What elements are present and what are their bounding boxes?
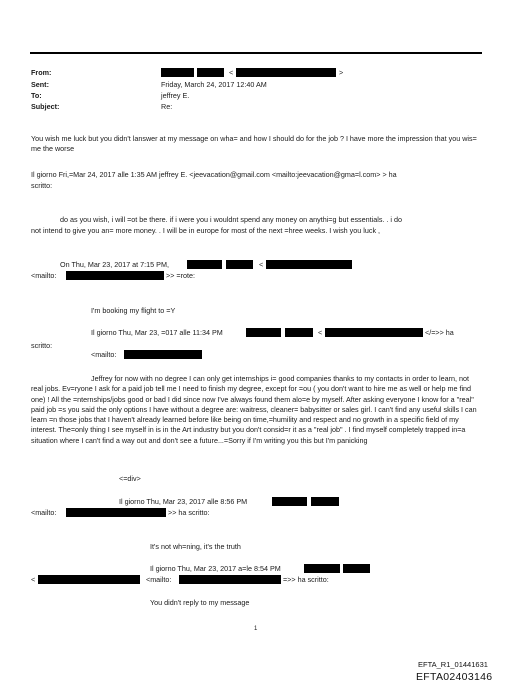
redaction-block bbox=[66, 271, 164, 280]
from-lt: < bbox=[229, 68, 234, 77]
bates-number-small: EFTA_R1_01441631 bbox=[418, 660, 488, 669]
bates-number-large: EFTA02403146 bbox=[416, 671, 493, 683]
div-tag: <=div> bbox=[119, 474, 141, 483]
quote-header: Il giorno Fri,=Mar 24, 2017 alle 1:35 AM jeffrey E. <jeevacation@gmail.com <mailto:jeevacation@gma=l.com> > ha bbox=[31, 170, 397, 179]
header-rule bbox=[30, 52, 482, 54]
subject-label: Subject: bbox=[31, 102, 60, 111]
from-gt: > bbox=[339, 68, 344, 77]
message-line: I'm booking my flight to =Y bbox=[91, 306, 176, 315]
message-line: It's not wh=ning, it's the truth bbox=[150, 542, 241, 551]
redaction-block bbox=[304, 564, 340, 573]
to-label: To: bbox=[31, 91, 42, 100]
message-paragraph: Jeffrey for now with no degree I can only get internships i= good companies thanks to my contacts in order to learn, not real jobs. Ev=ryone I ask for a paid job tell me I need to finish my degree, except for =ou ( you don't want to hire me as well or help me find one) ! All the =nternships/jobs good or bad I did since now I've always found them alo=e by myself. After asking everyone I know for a "real" paid job =s you said the only options I have without a degree are: waitress, cleaner= babysitter or sales girl. I can't find any useful skills I can learn =n those jobs that I haven't already learned before like being on time,=humility and respect and no growth in a specific field of my interest. The=only thing I see myself in is in the Art industry but you don't consid=r it as a "real job" . I find myself completely trapped in=a situation where I can't find a way out and don't see a future...=Sorry if I'm writing you this but I'm panicking bbox=[31, 374, 477, 445]
quote-wrote: >> =rote: bbox=[166, 271, 195, 280]
quote-header-cont: scritto: bbox=[31, 181, 53, 190]
redaction-block bbox=[124, 350, 202, 359]
sent-value: Friday, March 24, 2017 12:40 AM bbox=[161, 80, 267, 89]
redaction-block bbox=[272, 497, 307, 506]
redaction-block bbox=[161, 68, 194, 77]
mailto-prefix: <mailto: bbox=[91, 350, 117, 359]
to-value: jeffrey E. bbox=[161, 91, 190, 100]
from-label: From: bbox=[31, 68, 52, 77]
redaction-block bbox=[66, 508, 166, 517]
quote-end: =>> ha scritto: bbox=[283, 575, 329, 584]
quote-end: </=>> ha bbox=[425, 328, 454, 337]
redaction-block bbox=[197, 68, 224, 77]
message-line: You didn't reply to my message bbox=[150, 598, 250, 607]
redaction-block bbox=[179, 575, 281, 584]
redaction-block bbox=[285, 328, 313, 337]
page-number: 1 bbox=[254, 626, 258, 632]
message-paragraph: You wish me luck but you didn't lanswer at my message on wha= and how I should do for the job ? I have more the impression that you wis= me the worse bbox=[31, 134, 477, 154]
quote-lt: < bbox=[318, 328, 323, 337]
quote-lt: < bbox=[259, 260, 264, 269]
quote-lt: < bbox=[31, 575, 36, 584]
redaction-block bbox=[246, 328, 281, 337]
redaction-block bbox=[38, 575, 140, 584]
redaction-block bbox=[266, 260, 352, 269]
quote-header: On Thu, Mar 23, 2017 at 7:15 PM, bbox=[60, 260, 169, 269]
redaction-block bbox=[226, 260, 253, 269]
subject-value: Re: bbox=[161, 102, 173, 111]
message-line: do as you wish, i will =ot be there. if i were you i wouldnt spend any money on anythi=g but essentials. . i do bbox=[60, 215, 402, 224]
quote-scritto: scritto: bbox=[31, 341, 53, 350]
mailto-prefix: <mailto: bbox=[146, 575, 172, 584]
sent-label: Sent: bbox=[31, 80, 49, 89]
quote-end: >> ha scritto: bbox=[168, 508, 210, 517]
redaction-block bbox=[311, 497, 339, 506]
redaction-block bbox=[236, 68, 336, 77]
quote-header: Il giorno Thu, Mar 23, 2017 a=le 8:54 PM bbox=[150, 564, 281, 573]
redaction-block bbox=[325, 328, 423, 337]
message-line: not intend to give you an= more money. . I will be in europe for most of the next =hree weeks. I wish you luck , bbox=[31, 226, 381, 235]
quote-header: Il giorno Thu, Mar 23, =017 alle 11:34 PM bbox=[91, 328, 223, 337]
redaction-block bbox=[187, 260, 222, 269]
mailto-prefix: <mailto: bbox=[31, 271, 57, 280]
redaction-block bbox=[343, 564, 370, 573]
mailto-prefix: <mailto: bbox=[31, 508, 57, 517]
quote-header: Il giorno Thu, Mar 23, 2017 alle 8:56 PM bbox=[119, 497, 248, 506]
